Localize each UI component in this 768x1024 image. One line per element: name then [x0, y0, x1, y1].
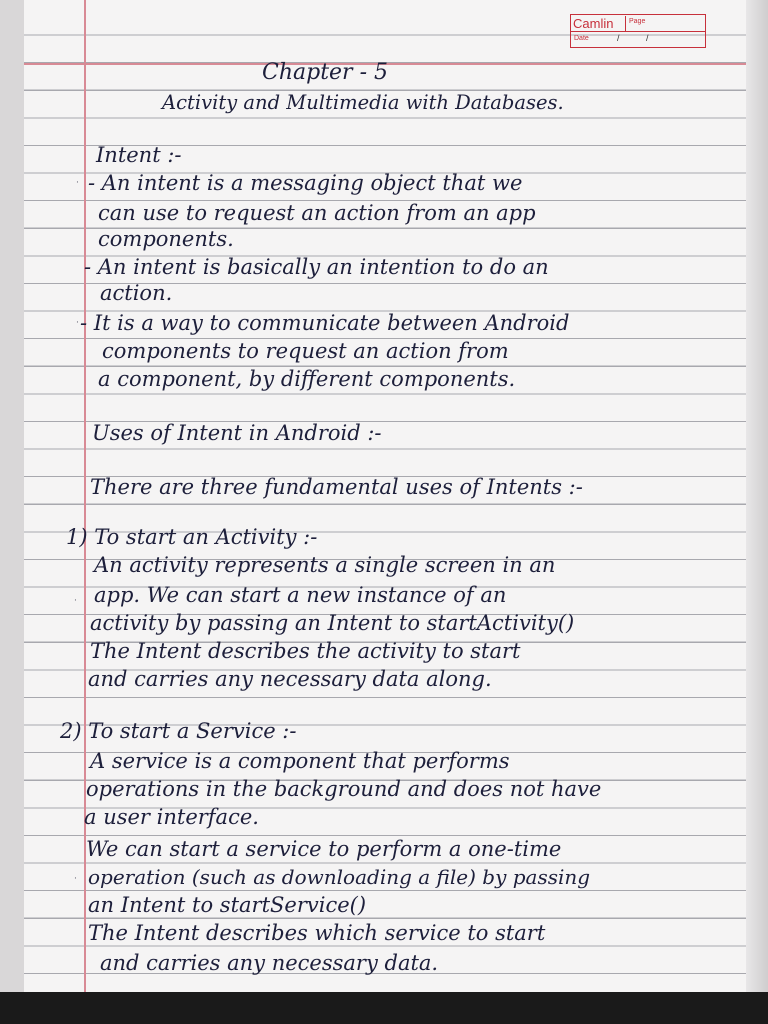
text-line: - It is a way to communicate between Android: [80, 311, 570, 335]
bullet-mark: ·: [76, 178, 79, 188]
text-line: - An intent is basically an intention to do an: [84, 255, 549, 279]
date-value: / /: [617, 33, 661, 43]
bullet-mark: ·: [74, 874, 77, 884]
section-heading: Uses of Intent in Android :-: [92, 421, 382, 445]
bullet-mark: ·: [76, 318, 79, 328]
section-heading: Intent :-: [96, 143, 182, 167]
page-shadow: [0, 992, 768, 1024]
page-edge: [746, 0, 768, 992]
text-line: We can start a service to perform a one-time: [86, 837, 562, 861]
box-divider: [571, 31, 705, 32]
brand-logo: Camlin: [573, 16, 626, 31]
text-line: can use to request an action from an app: [98, 201, 536, 225]
bullet-mark: ·: [74, 596, 77, 606]
chapter-title: Activity and Multimedia with Databases.: [162, 91, 564, 114]
text-line: and carries any necessary data along.: [88, 667, 492, 691]
text-line: The Intent describes the activity to start: [90, 639, 521, 663]
text-line: The Intent describes which service to start: [88, 921, 546, 945]
text-line: components.: [98, 227, 234, 251]
text-line: an Intent to startService(): [88, 893, 367, 917]
text-line: activity by passing an Intent to startActivity(): [90, 611, 575, 635]
date-label: Date: [574, 35, 589, 42]
chapter-heading: Chapter - 5: [262, 60, 388, 85]
text-line: action.: [100, 281, 173, 305]
text-line: There are three fundamental uses of Intents :-: [90, 475, 583, 499]
text-line: operation (such as downloading a file) by passing: [88, 865, 591, 889]
page-label: Page: [629, 18, 646, 25]
text-line: An activity represents a single screen in an: [94, 553, 556, 577]
text-line: components to request an action from: [102, 339, 509, 363]
text-line: app. We can start a new instance of an: [94, 583, 507, 607]
text-line: and carries any necessary data.: [100, 951, 439, 975]
text-line: a component, by different components.: [98, 367, 516, 391]
text-line: operations in the background and does not have: [86, 777, 602, 801]
notebook-page-date-box: [570, 14, 706, 48]
numbered-heading: 2) To start a Service :-: [60, 719, 297, 743]
text-line: A service is a component that performs: [90, 749, 510, 773]
text-line: a user interface.: [84, 805, 259, 829]
numbered-heading: 1) To start an Activity :-: [66, 525, 318, 549]
text-line: - An intent is a messaging object that we: [88, 171, 523, 195]
